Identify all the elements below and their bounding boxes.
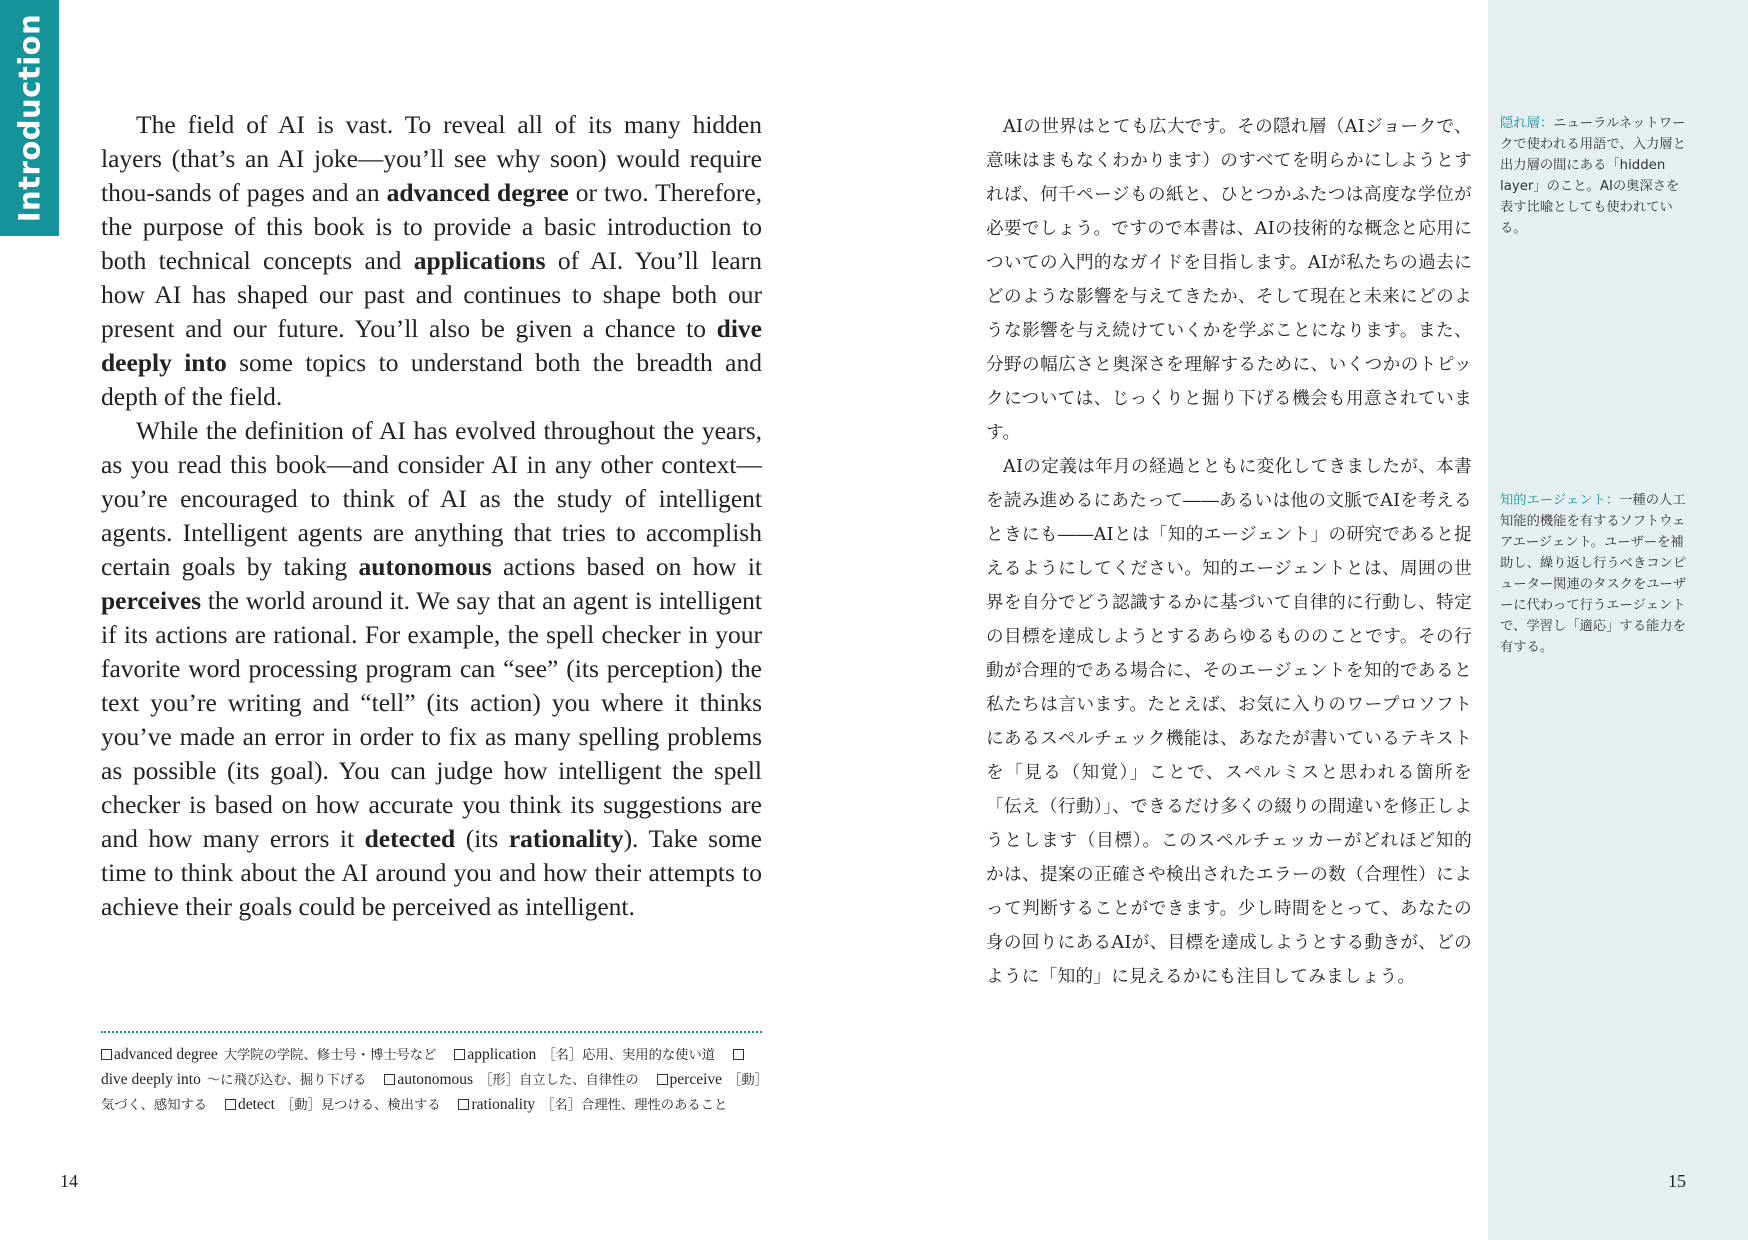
vocabulary-english: application bbox=[467, 1046, 537, 1063]
vocabulary-japanese: 大学院の学院、修士号・博士号など bbox=[223, 1048, 437, 1063]
japanese-paragraph-1: AIの世界はとても広大です。その隠れ層（AIジョークで、意味はまもなくわかります）のすべてを明らかにしようとすれば、何千ページもの紙と、ひとつかふたつは高度な学位が必要でしょう。ですので本書は、AIの技術的な概念と応用についての入門的なガイドを目指します。AIが私たちの過去にどのような影響を与えてきたか、そして現在と未来にどのような影響を与え続けていくかを学ぶことになります。また、分野の幅広さと奥深さを理解するために、いくつかのトピックについては、じっくりと掘り下げる機会も用意されています。 bbox=[986, 117, 1472, 443]
side-note-hidden-layer bbox=[1500, 113, 1690, 239]
vocabulary-term: dive deeply into bbox=[101, 314, 762, 377]
vocabulary-english: detect bbox=[237, 1096, 275, 1113]
checkbox-icon bbox=[733, 1049, 744, 1060]
text-run: (its bbox=[455, 824, 509, 853]
checkbox-icon bbox=[458, 1099, 469, 1110]
text-run: or two. Therefore, the purpose of this book is to provide a basic introduction to both technical concepts and bbox=[101, 178, 762, 275]
text-run: of AI. You’ll learn how AI has shaped our past and continues to shape both our present and our future. You’ll also be given a chance to bbox=[101, 246, 762, 343]
checkbox-icon bbox=[101, 1049, 112, 1060]
vocabulary-term: applications bbox=[413, 246, 546, 275]
vocabulary-term: perceives bbox=[101, 586, 202, 615]
vocabulary-english: dive deeply into bbox=[101, 1071, 201, 1088]
vocabulary-list bbox=[101, 1043, 766, 1118]
checkbox-icon bbox=[657, 1074, 668, 1085]
vocabulary-japanese: ［名］合理性、理性のあること bbox=[541, 1098, 728, 1113]
vocabulary-item bbox=[384, 1071, 638, 1088]
checkbox-icon bbox=[384, 1074, 395, 1085]
vocabulary-term: detected bbox=[364, 824, 456, 853]
japanese-body-text bbox=[986, 110, 1472, 994]
vocabulary-item bbox=[458, 1096, 727, 1113]
vocabulary-japanese: ［形］自立した、自律性の bbox=[479, 1073, 639, 1088]
vocabulary-term: rationality bbox=[508, 824, 624, 853]
vocabulary-term: advanced degree bbox=[386, 178, 569, 207]
text-run: some topics to understand both the breadth and depth of the field. bbox=[101, 348, 763, 411]
vocabulary-english: rationality bbox=[471, 1096, 536, 1113]
text-run: actions based on how it bbox=[491, 552, 763, 581]
text-run: the world around it. We say that an agent is intelligent if its actions are rational. For example, the spell checker in your favorite word processing program can “see” (its perception) the text you’re writing and “tell” (its action) you where it thinks you’ve made an error in order to fix as many spelling problems as possible (its goal). You can judge how intelligent the spell checker is based on how accurate you think its suggestions are and how many errors it bbox=[101, 586, 762, 853]
vocabulary-english: advanced degree bbox=[114, 1046, 218, 1063]
side-note-term: 隠れ層： bbox=[1500, 116, 1554, 131]
section-tab bbox=[0, 0, 59, 236]
english-paragraph-2 bbox=[101, 414, 762, 924]
japanese-paragraph-2: AIの定義は年月の経過とともに変化してきましたが、本書を読み進めるにあたって――あるいは他の文脈でAIを考えるときにも――AIとは「知的エージェント」の研究であると捉えるようにしてください。知的エージェントとは、周囲の世界を自分でどう認識するかに基づいて自律的に行動し、特定の目標を達成しようとするあらゆるもののことです。その行動が合理的である場合に、そのエージェントを知的であると私たちは言います。たとえば、お気に入りのワープロソフトにあるスペルチェック機能は、あなたが書いているテキストを「見る（知覚）」ことで、スペルミスと思われる箇所を「伝え（行動）」、できるだけ多くの綴りの間違いを修正しようとします（目標）。このスペルチェッカーがどれほど知的かは、提案の正確さや検出されたエラーの数（合理性）によって判断することができます。少し時間をとって、あなたの身の回りにあるAIが、目標を達成しようとする動きが、どのように「知的」に見えるかにも注目してみましょう。 bbox=[986, 457, 1472, 987]
english-body-text bbox=[101, 108, 762, 924]
vocabulary-japanese: ［動］気づく、感知する bbox=[101, 1073, 762, 1113]
vocabulary-divider bbox=[101, 1031, 762, 1033]
side-note-text: 一種の人工知能的機能を有するソフトウェアエージェント。ユーザーを補助し、繰り返し行うべきコンピューター関連のタスクをユーザーに代わって行うエージェントで、学習し「適応」する能力を有する。 bbox=[1500, 493, 1687, 655]
vocabulary-item bbox=[225, 1096, 441, 1113]
checkbox-icon bbox=[454, 1049, 465, 1060]
page-number-left: 14 bbox=[60, 1171, 78, 1191]
vocabulary-japanese: ～に飛び込む、掘り下げる bbox=[206, 1073, 367, 1088]
vocabulary-term: autonomous bbox=[358, 552, 492, 581]
text-run: While the definition of AI has evolved throughout the years, as you read this book—and consider AI in any other context—you’re encouraged to think of AI as the study of intelligent agents. Intelligent agents are anything that tries to accomplish certain goals by taking bbox=[101, 416, 762, 581]
text-run: The field of AI is vast. To reveal all of its many hidden layers (that’s an AI joke—you’ll see why soon) would require thou-sands of pages and an bbox=[101, 110, 762, 207]
vocabulary-japanese: ［名］応用、実用的な使い道 bbox=[542, 1048, 716, 1063]
vocabulary-item bbox=[454, 1046, 715, 1063]
vocabulary-english: perceive bbox=[669, 1071, 723, 1088]
page-number-right: 15 bbox=[1668, 1171, 1686, 1191]
vocabulary-japanese: ［動］見つける、検出する bbox=[281, 1098, 441, 1113]
english-paragraph-1 bbox=[101, 108, 762, 414]
side-note-term: 知的エージェント： bbox=[1500, 493, 1620, 508]
side-note-text: ニューラルネットワークで使われる用語で、入力層と出力層の間にある「hidden layer」のこと。AIの奥深さを表す比喩としても使われている。 bbox=[1500, 116, 1686, 236]
side-note-intelligent-agent bbox=[1500, 490, 1690, 658]
vocabulary-item bbox=[101, 1046, 436, 1063]
checkbox-icon bbox=[225, 1099, 236, 1110]
section-tab-label: Introduction bbox=[12, 13, 47, 223]
vocabulary-english: autonomous bbox=[397, 1071, 474, 1088]
text-run: ). Take some time to think about the AI around you and how their attempts to achieve their goals could be perceived as intelligent. bbox=[101, 824, 762, 921]
